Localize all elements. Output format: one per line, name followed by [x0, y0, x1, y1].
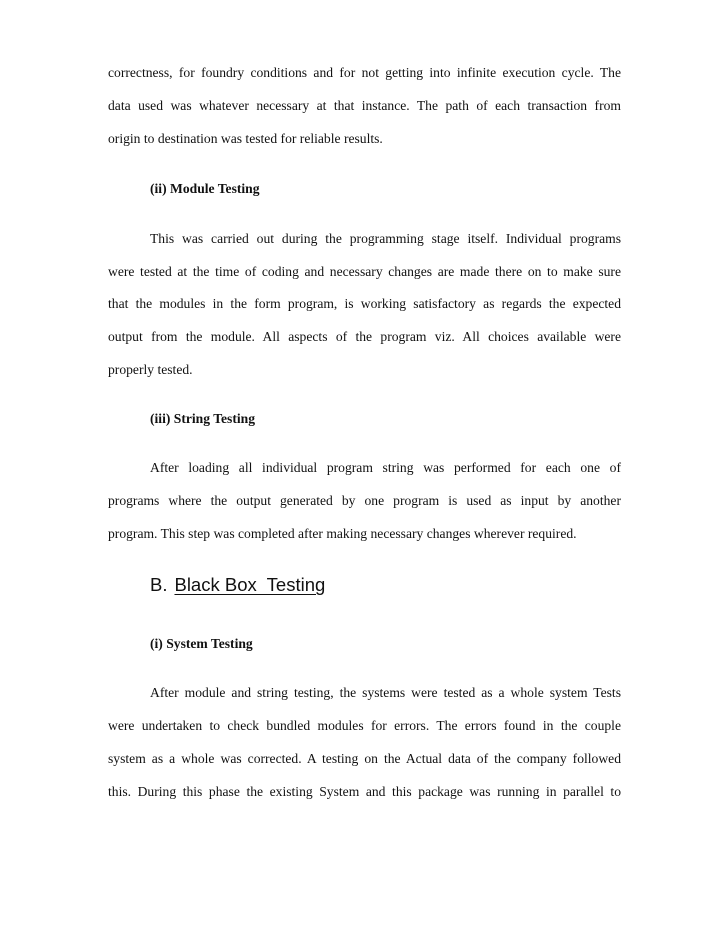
- string-testing-heading: (iii) String Testing: [150, 411, 255, 426]
- module-testing-heading: (ii) Module Testing: [150, 181, 260, 196]
- paragraph-line: After loading all individual program string was performed for each one of: [150, 460, 621, 475]
- paragraph-line: were tested at the time of coding and necessary changes are made there on to make sure: [108, 264, 621, 279]
- paragraph-line: that the modules in the form program, is working satisfactory as regards the expected: [108, 296, 621, 311]
- paragraph-line: this. During this phase the existing System and this package was running in parallel to: [108, 784, 621, 799]
- paragraph-line: correctness, for foundry conditions and for not getting into infinite execution cycle. The: [108, 65, 621, 80]
- section-b-title: Black Box Testing: [174, 574, 326, 595]
- paragraph-line: After module and string testing, the systems were tested as a whole system Tests: [150, 685, 621, 700]
- system-testing-heading: (i) System Testing: [150, 636, 253, 651]
- paragraph-line: data used was whatever necessary at that instance. The path of each transaction from: [108, 98, 621, 113]
- paragraph-line: properly tested.: [108, 362, 193, 377]
- paragraph-line: program. This step was completed after making necessary changes wherever required.: [108, 526, 577, 541]
- paragraph-line: programs where the output generated by one program is used as input by another: [108, 493, 621, 508]
- section-b-prefix: B.: [150, 574, 168, 595]
- paragraph-line: output from the module. All aspects of the program viz. All choices available were: [108, 329, 621, 344]
- paragraph-line: system as a whole was corrected. A testing on the Actual data of the company followed: [108, 751, 621, 766]
- section-b-heading: [150, 574, 325, 596]
- paragraph-line: were undertaken to check bundled modules for errors. The errors found in the couple: [108, 718, 621, 733]
- paragraph-line: origin to destination was tested for reliable results.: [108, 131, 383, 146]
- paragraph-line: This was carried out during the programming stage itself. Individual programs: [150, 231, 621, 246]
